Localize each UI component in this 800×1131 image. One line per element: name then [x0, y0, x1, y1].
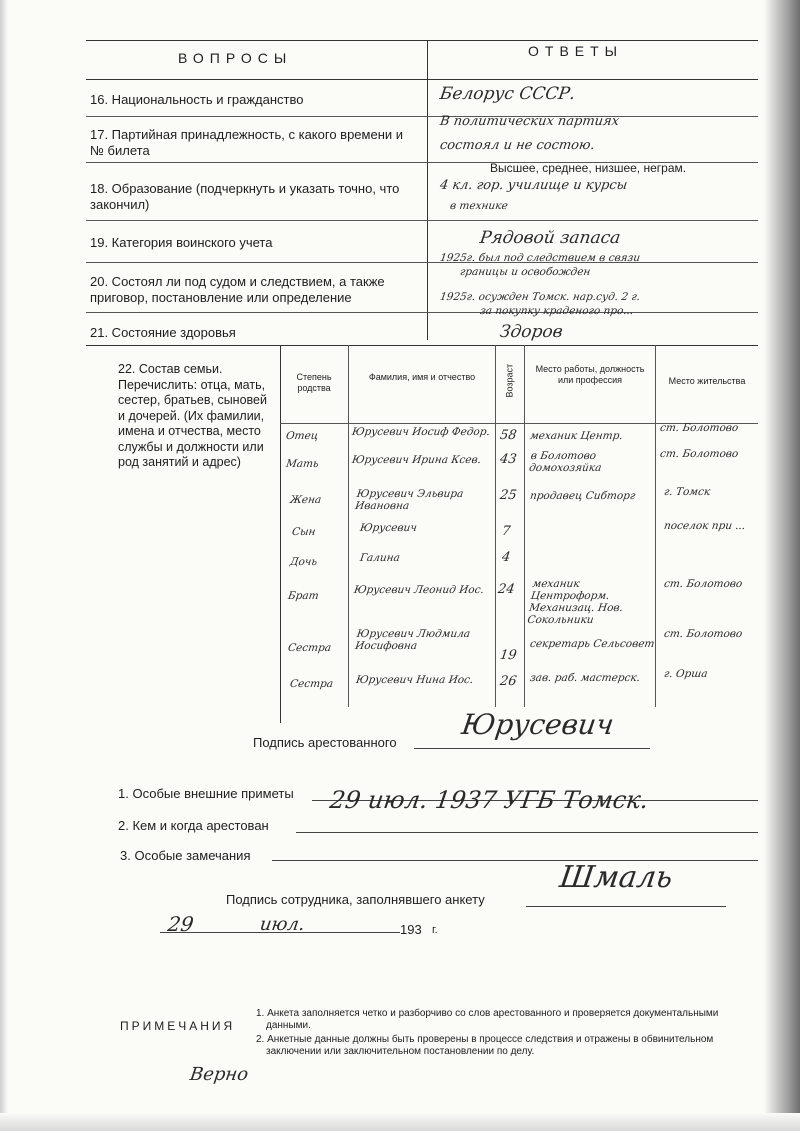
note-1b: данными. [266, 1020, 311, 1031]
family-col-line [524, 345, 525, 707]
signature-line [414, 748, 650, 749]
q19-label: 19. Категория воинского учета [90, 235, 273, 250]
family-col-line [280, 345, 281, 723]
member-age: 7 [500, 524, 512, 539]
arrested-by-label: 2. Кем и когда арестован [118, 818, 269, 833]
a18-line1: 4 кл. гор. училище и курсы [438, 178, 629, 193]
a20-line2: границы и освобожден [459, 266, 592, 278]
member-job: механик Центр. [529, 430, 624, 442]
col-job: Место работы, должность или профессия [535, 364, 645, 385]
arrested-by-value: 29 июл. 1937 УГБ Томск. [328, 786, 651, 814]
member-job: секретарь Сельсовет [529, 638, 656, 650]
member-rel: Мать [285, 458, 320, 470]
features-label: 1. Особые внешние приметы [118, 786, 294, 801]
member-addr: г. Орша [663, 668, 709, 680]
officer-signature-label: Подпись сотрудника, заполнявшего анкету [226, 892, 485, 907]
member-job: в Болотово домохозяйка [528, 450, 603, 474]
bottom-scrawl: Верно [188, 1064, 250, 1085]
member-name: Юрусевич [359, 522, 418, 534]
scan-edge-bottom [0, 1113, 800, 1131]
member-addr: г. Томск [663, 486, 712, 498]
member-name: Галина [359, 552, 401, 564]
col-age: Возраст [504, 363, 515, 398]
member-addr: ст. Болотово [663, 578, 744, 590]
member-name: Юрусевич Леонид Иос. [353, 584, 485, 596]
note-1a: 1. Анкета заполняется четко и разборчиво со слов арестованного и проверяется документальными [256, 1008, 719, 1019]
member-age: 26 [498, 674, 518, 689]
date-line [160, 932, 400, 933]
date-day: 29 [166, 912, 196, 936]
date-year-prefix: 193 [400, 922, 422, 937]
q20-label: 20. Состоял ли под судом и следствием, а также приговор, постановление или определение [90, 274, 385, 305]
remarks-label: 3. Особые замечания [120, 848, 251, 863]
member-rel: Сын [291, 526, 317, 538]
member-rel: Отец [285, 430, 319, 442]
a16-value: Белорус СССР. [438, 84, 577, 104]
member-rel: Сестра [289, 678, 334, 690]
q21-label: 21. Состояние здоровья [90, 325, 236, 340]
member-rel: Брат [287, 590, 320, 602]
member-rel: Сестра [287, 642, 332, 654]
member-addr: ст. Болотово [663, 628, 744, 640]
a17-line2: состоял и не состою. [438, 138, 596, 153]
row-rule [86, 312, 758, 313]
date-year-suffix: г. [432, 924, 438, 936]
a21-value: Здоров [498, 322, 565, 342]
row-rule [86, 262, 758, 263]
col-relation: Степень родства [296, 372, 332, 393]
a18-printed-options: Высшее, среднее, низшее, неграм. [490, 161, 687, 175]
scan-edge-left [0, 0, 8, 1131]
row-rule [86, 116, 758, 117]
member-age: 19 [498, 648, 518, 663]
a18-line2: в технике [449, 200, 509, 212]
arrested-by-line [296, 832, 758, 833]
member-age: 4 [500, 550, 512, 565]
member-rel: Дочь [289, 556, 318, 568]
member-rel: Жена [289, 494, 323, 506]
questions-header: ВОПРОСЫ [178, 50, 293, 66]
member-job: механик Центроформ. Механизац. Нов. Сокольники [526, 578, 624, 626]
member-addr: ст. Болотово [659, 422, 740, 434]
officer-signature-line [526, 906, 726, 907]
answers-header: ОТВЕТЫ [528, 43, 624, 59]
arrested-signature-label: Подпись арестованного [253, 735, 397, 750]
notes-title: ПРИМЕЧАНИЯ [120, 1019, 236, 1033]
member-name: Юрусевич Эльвира Ивановна [354, 488, 465, 512]
a20-line4: за покупку краденого про... [479, 305, 635, 317]
member-name: Юрусевич Людмила Иосифовна [354, 628, 471, 652]
a20-line3: 1925г. осужден Томск. нар.суд. 2 г. [439, 291, 641, 303]
q18-label: 18. Образование (подчеркнуть и указать точно, что закончил) [90, 181, 400, 212]
row-rule [86, 345, 758, 346]
note-2b: заключении или заключительном постановлении по делу. [266, 1046, 535, 1057]
arrested-signature: Юрусевич [459, 708, 616, 741]
member-addr: поселок при ... [663, 520, 747, 532]
family-col-line [655, 345, 656, 707]
remarks-line [272, 860, 758, 861]
member-addr: ст. Болотово [659, 448, 740, 460]
scan-edge-right [764, 0, 800, 1131]
q17-label: 17. Партийная принадлежность, с какого времени и № билета [90, 127, 404, 158]
table-top-rule [86, 40, 758, 41]
family-col-line [495, 345, 496, 707]
member-age: 43 [498, 452, 518, 467]
member-job: продавец Сибторг [529, 490, 637, 502]
member-name: Юрусевич Ирина Ксев. [351, 454, 482, 466]
note-2a: 2. Анкетные данные должны быть проверены в процессе следствия и отражены в обвинительном [256, 1034, 714, 1045]
member-name: Юрусевич Иосиф Федор. [351, 426, 491, 438]
a17-line1: В политических партиях [438, 114, 621, 129]
q16-label: 16. Национальность и гражданство [90, 92, 304, 107]
member-age: 25 [498, 488, 518, 503]
q22-label: 22. Состав семьи. Перечислить: отца, мать, сестер, братьев, сыновей и дочерей. (Их фамилии, имена и отчества, место службы и должности или род занятий и адрес) [118, 362, 267, 469]
officer-signature: Шмаль [557, 860, 675, 895]
member-name: Юрусевич Нина Иос. [355, 674, 475, 686]
a19-value: Рядовой запаса [478, 228, 622, 248]
col-residence: Место жительства [668, 376, 746, 386]
member-age: 58 [498, 428, 518, 443]
member-age: 24 [496, 582, 516, 597]
member-job: зав. раб. мастерск. [529, 672, 641, 684]
date-month: июл. [258, 914, 307, 935]
qa-divider [427, 40, 428, 340]
col-name: Фамилия, имя и отчество [368, 372, 476, 382]
a20-line1: 1925г. был под следствием в связи [439, 252, 641, 264]
header-bottom-rule [86, 79, 758, 80]
row-rule [86, 220, 758, 221]
family-col-line [348, 345, 349, 707]
